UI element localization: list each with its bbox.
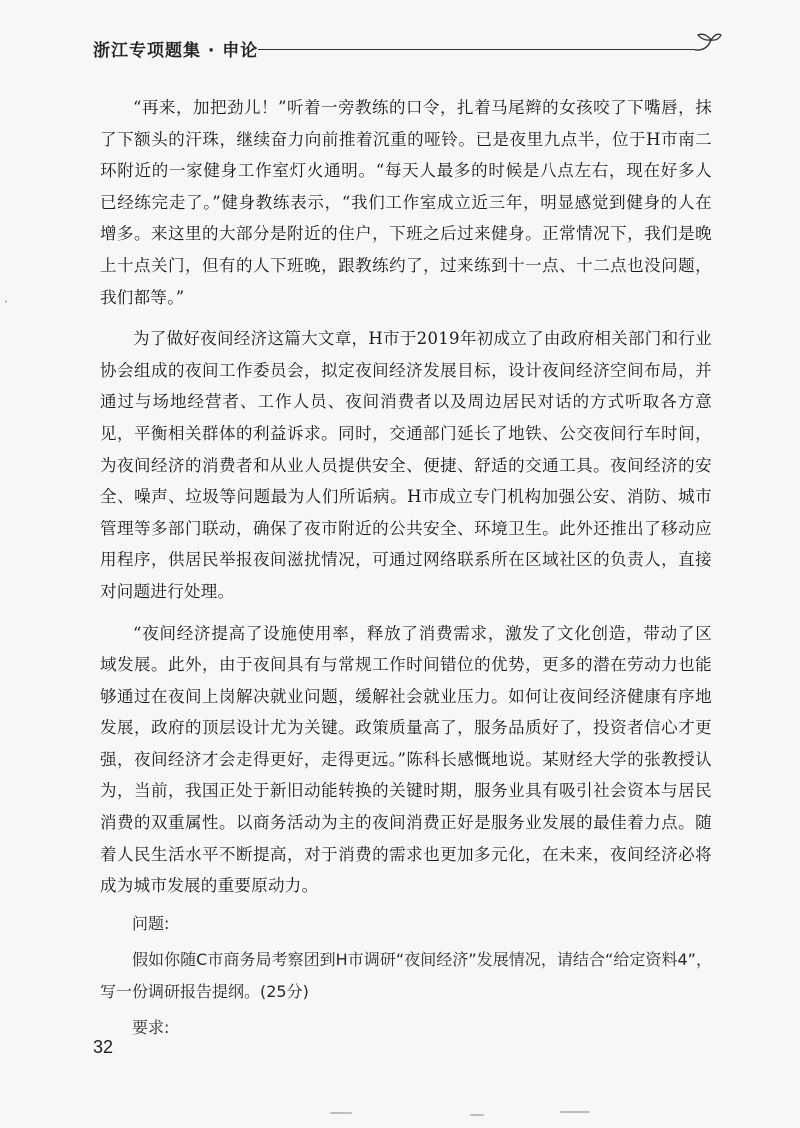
question-text: 假如你随C市商务局考察团到H市调研“夜间经济”发展情况，请结合“给定资料4”，写一份调研报告提纲。(25分) [100, 949, 712, 1001]
paragraph-committee: 为了做好夜间经济这篇大文章，H市于2019年初成立了由政府相关部门和行业协会组成的夜间工作委员会，拟定夜间经济发展目标，设计夜间经济空间布局，并通过与场地经营者、工作人员、夜间消费者以及周边居民对话的方式听取各方意见，平衡相关群体的利益诉求。同时，交通部门延长了地铁、公交夜间行车时间，为夜间经济的消费者和从业人员提供安全、便捷、舒适的交通工具。夜间经济的安全、噪声、垃圾等问题最为人们所诟病。H市成立专门机构加强公安、消防、城市管理等多部门联动，确保了夜市附近的公共安全、环境卫生。此外还推出了移动应用程序，供居民举报夜间滋扰情况，可通过网络联系所在区域社区的负责人，直接对问题进行处理。 [100, 329, 712, 601]
header-divider [258, 49, 695, 50]
book-title: 浙江专项题集 · 申论 [93, 41, 259, 61]
paragraph-gym: “再来，加把劲儿！”听着一旁教练的口令，扎着马尾辫的女孩咬了下嘴唇，抹了下额头的汗珠，继续奋力向前推着沉重的哑铃。已是夜里九点半，位于H市南二环附近的一家健身工作室灯火通明。“每天人最多的时候是八点左右，现在好多人已经练完走了。”健身教练表示，“我们工作室成立近三年，明显感觉到健身的人在增多。来这里的大部分是附近的住户，下班之后过来健身。正常情况下，我们是晚上十点关门，但有的人下班晚，跟教练约了，过来练到十一点、十二点也没问题，我们都等。” [100, 98, 712, 307]
scan-artifact [330, 1112, 352, 1114]
paragraph-quote: “夜间经济提高了设施使用率，释放了消费需求，激发了文化创造，带动了区域发展。此外，由于夜间具有与常规工作时间错位的优势，更多的潜在劳动力也能够通过在夜间上岗解决就业问题，缓解社会就业压力。如何让夜间经济健康有序地发展，政府的顶层设计尤为关键。政策质量高了，服务品质好了，投资者信心才更强，夜间经济才会走得更好，走得更远。”陈科长感慨地说。某财经大学的张教授认为，当前，我国正处于新旧动能转换的关键时期，服务业具有吸引社会资本与居民消费的双重属性。以商务活动为主的夜间消费正好是服务业发展的最佳着力点。随着人民生活水平不断提高，对于消费的需求也更加多元化，在未来，夜间经济必将成为城市发展的重要原动力。 [100, 623, 712, 896]
scan-artifact [560, 1111, 590, 1113]
page-number: 32 [93, 1037, 114, 1057]
question-block [100, 908, 712, 1044]
sprout-icon [691, 30, 723, 58]
page-header [93, 30, 723, 60]
page-body [100, 92, 712, 1044]
requirements-label: 要求: [132, 1017, 170, 1037]
scan-artifact [5, 300, 7, 303]
scan-artifact [470, 1114, 484, 1116]
question-label: 问题: [132, 913, 170, 933]
